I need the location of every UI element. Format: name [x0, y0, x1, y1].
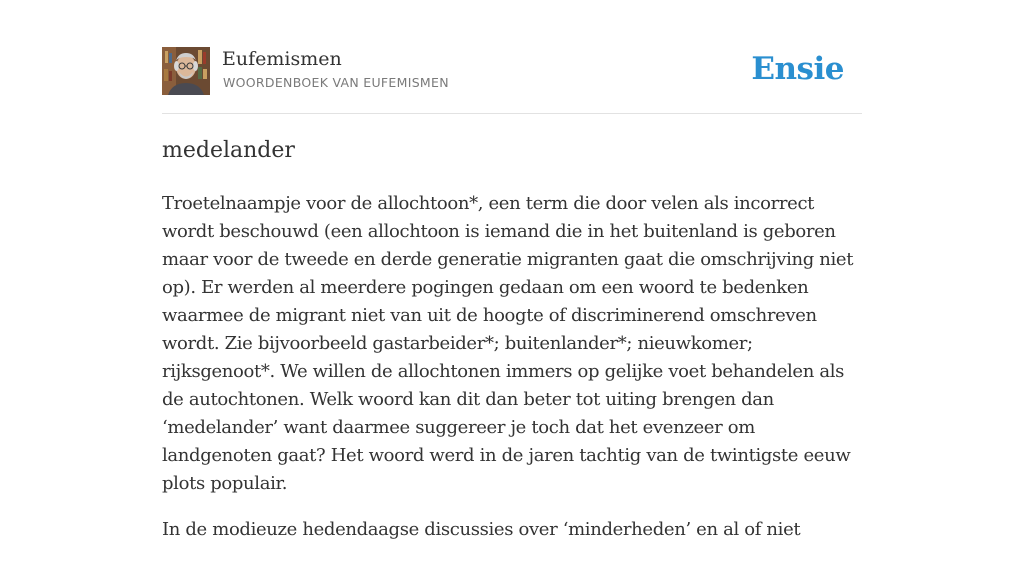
author-portrait-image: [162, 47, 210, 95]
header-divider: [162, 113, 862, 114]
definition-paragraph: In de modieuze hedendaagse discussies over ‘minderheden’ en al of niet: [162, 519, 801, 540]
entry-definition: [162, 190, 860, 562]
avatar[interactable]: [162, 47, 210, 95]
entry-term: medelander: [162, 138, 295, 163]
dictionary-name[interactable]: WOORDENBOEK VAN EUFEMISMEN: [223, 75, 449, 90]
site-header: [162, 47, 862, 97]
definition-paragraph: Troetelnaampje voor de allochtoon*, een term die door velen als incorrect wordt beschouwd (een allochtoon is iemand die in het buitenland is geboren maar voor de tweede en derde generatie migranten gaat die omschrijving niet op). Er werden al meerdere pogingen gedaan om een woord te bedenken waarmee de migrant niet van uit de hoogte of discriminerend omschreven wordt. Zie bijvoorbeeld gastarbeider*; buitenlander*; nieuwkomer; rijksgenoot*. We willen de allochtonen immers op gelijke voet behandelen als de autochtonen. Welk woord kan dit dan beter tot uiting brengen dan ‘medelander’ want daarmee suggereer je toch dat het evenzeer om landgenoten gaat? Het woord werd in de jaren tachtig van de twintigste eeuw plots populair.: [162, 193, 854, 494]
ensie-logo[interactable]: Ensie: [751, 51, 844, 87]
author-name[interactable]: Eufemismen: [222, 48, 342, 70]
